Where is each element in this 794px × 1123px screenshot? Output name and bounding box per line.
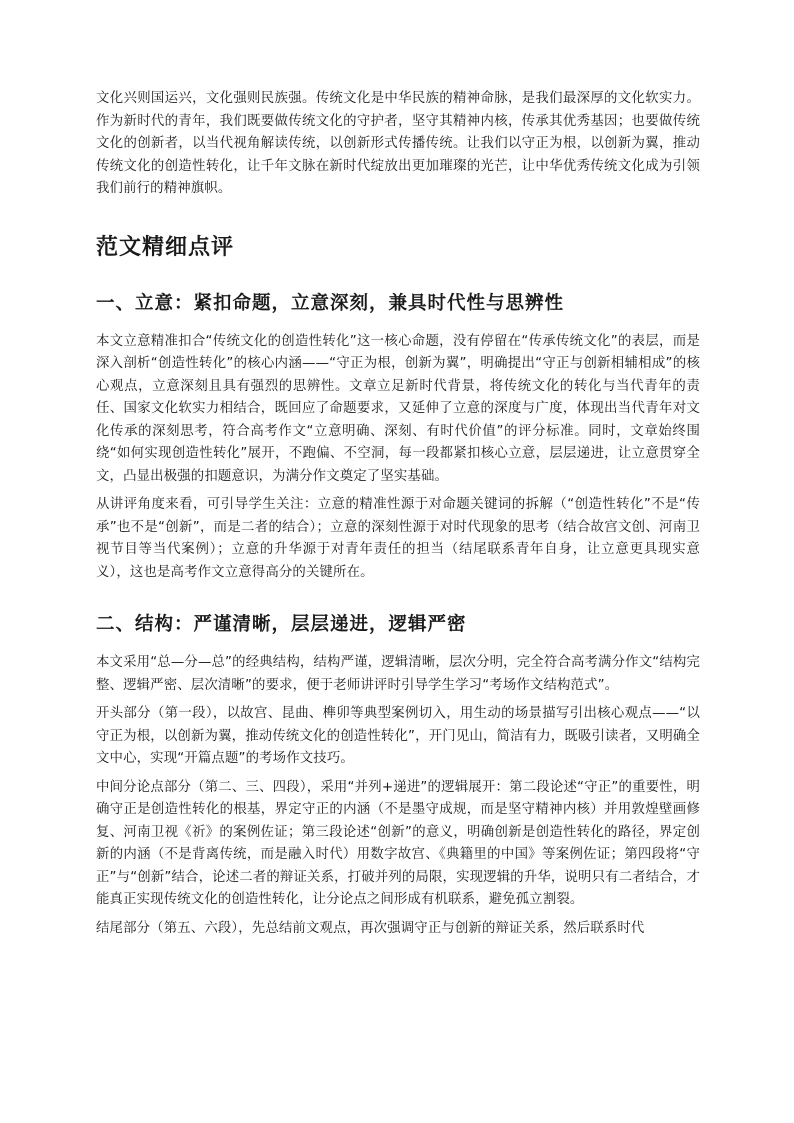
section-heading-idea: 一、立意：紧扣命题，立意深刻，兼具时代性与思辨性 — [96, 292, 565, 314]
section-heading-structure: 二、结构：严谨清晰，层层递进，逻辑严密 — [96, 614, 467, 635]
structure-paragraph-2: 开头部分（第一段），以故宫、昆曲、榫卯等典型案例切入，用生动的场景描写引出核心观点——“以守正为根，以创新为翼，推动传统文化的创造性转化”，开门见山，简洁有力，既吸引读者，又明确全文中心，实现“开篇点题”的考场作文技巧。 — [96, 706, 700, 766]
main-heading: 范文精细点评 — [96, 234, 235, 260]
idea-paragraph-2: 从讲评角度来看，可引导学生关注：立意的精准性源于对命题关键词的拆解（“创造性转化”不是“传承”也不是“创新”，而是二者的结合）；立意的深刻性源于对时代现象的思考（结合故宫文创、河南卫视节目等当代案例）；立意的升华源于对青年责任的担当（结尾联系青年自身，让立意更具现实意义），这也是高考作文立意得高分的关键所在。 — [96, 497, 700, 580]
structure-paragraph-4: 结尾部分（第五、六段），先总结前文观点，再次强调守正与创新的辩证关系，然后联系时代 — [96, 920, 645, 936]
idea-paragraph-1: 本文立意精准扣合“传统文化的创造性转化”这一核心命题，没有停留在“传承传统文化”的表层，而是深入剖析“创造性转化”的核心内涵——“守正为根，创新为翼”，明确提出“守正与创新相辅相成”的核心观点，立意深刻且具有强烈的思辨性。文章立足新时代背景，将传统文化的转化与当代青年的责任、国家文化软实力相结合，既回应了命题要求，又延伸了立意的深度与广度，体现出当代青年对文化传承的深刻思考，符合高考作文“立意明确、深刻、有时代价值”的评分标准。同时，文章始终围绕“如何实现创造性转化”展开，不跑偏、不空洞，每一段都紧扣核心立意，层层递进，让立意贯穿全文，凸显出极强的扣题意识，为满分作文奠定了坚实基础。 — [96, 333, 700, 484]
document-page — [96, 88, 700, 940]
structure-paragraph-1: 本文采用“总—分—总”的经典结构，结构严谨，逻辑清晰，层次分明，完全符合高考满分作文“结构完整、逻辑严密、层次清晰”的要求，便于老师讲评时引导学生学习“考场作文结构范式”。 — [96, 655, 700, 693]
intro-paragraph: 文化兴则国运兴，文化强则民族强。传统文化是中华民族的精神命脉，是我们最深厚的文化软实力。作为新时代的青年，我们既要做传统文化的守护者，坚守其精神内核，传承其优秀基因；也要做传统文化的创新者，以当代视角解读传统，以创新形式传播传统。让我们以守正为根，以创新为翼，推动传统文化的创造性转化，让千年文脉在新时代绽放出更加璀璨的光芒，让中华优秀传统文化成为引领我们前行的精神旗帜。 — [96, 91, 700, 196]
structure-paragraph-3: 中间分论点部分（第二、三、四段），采用“并列+递进”的逻辑展开：第二段论述“守正”的重要性，明确守正是创造性转化的根基，界定守正的内涵（不是墨守成规，而是坚守精神内核）并用敦煌壁画修复、河南卫视《祈》的案例佐证；第三段论述“创新”的意义，明确创新是创造性转化的路径，界定创新的内涵（不是背离传统，而是融入时代）用数字故宫、《典籍里的中国》等案例佐证；第四段将“守正”与“创新”结合，论述二者的辩证关系，打破并列的局限，实现逻辑的升华，说明只有二者结合，才能真正实现传统文化的创造性转化，让分论点之间形成有机联系，避免孤立割裂。 — [96, 779, 700, 907]
